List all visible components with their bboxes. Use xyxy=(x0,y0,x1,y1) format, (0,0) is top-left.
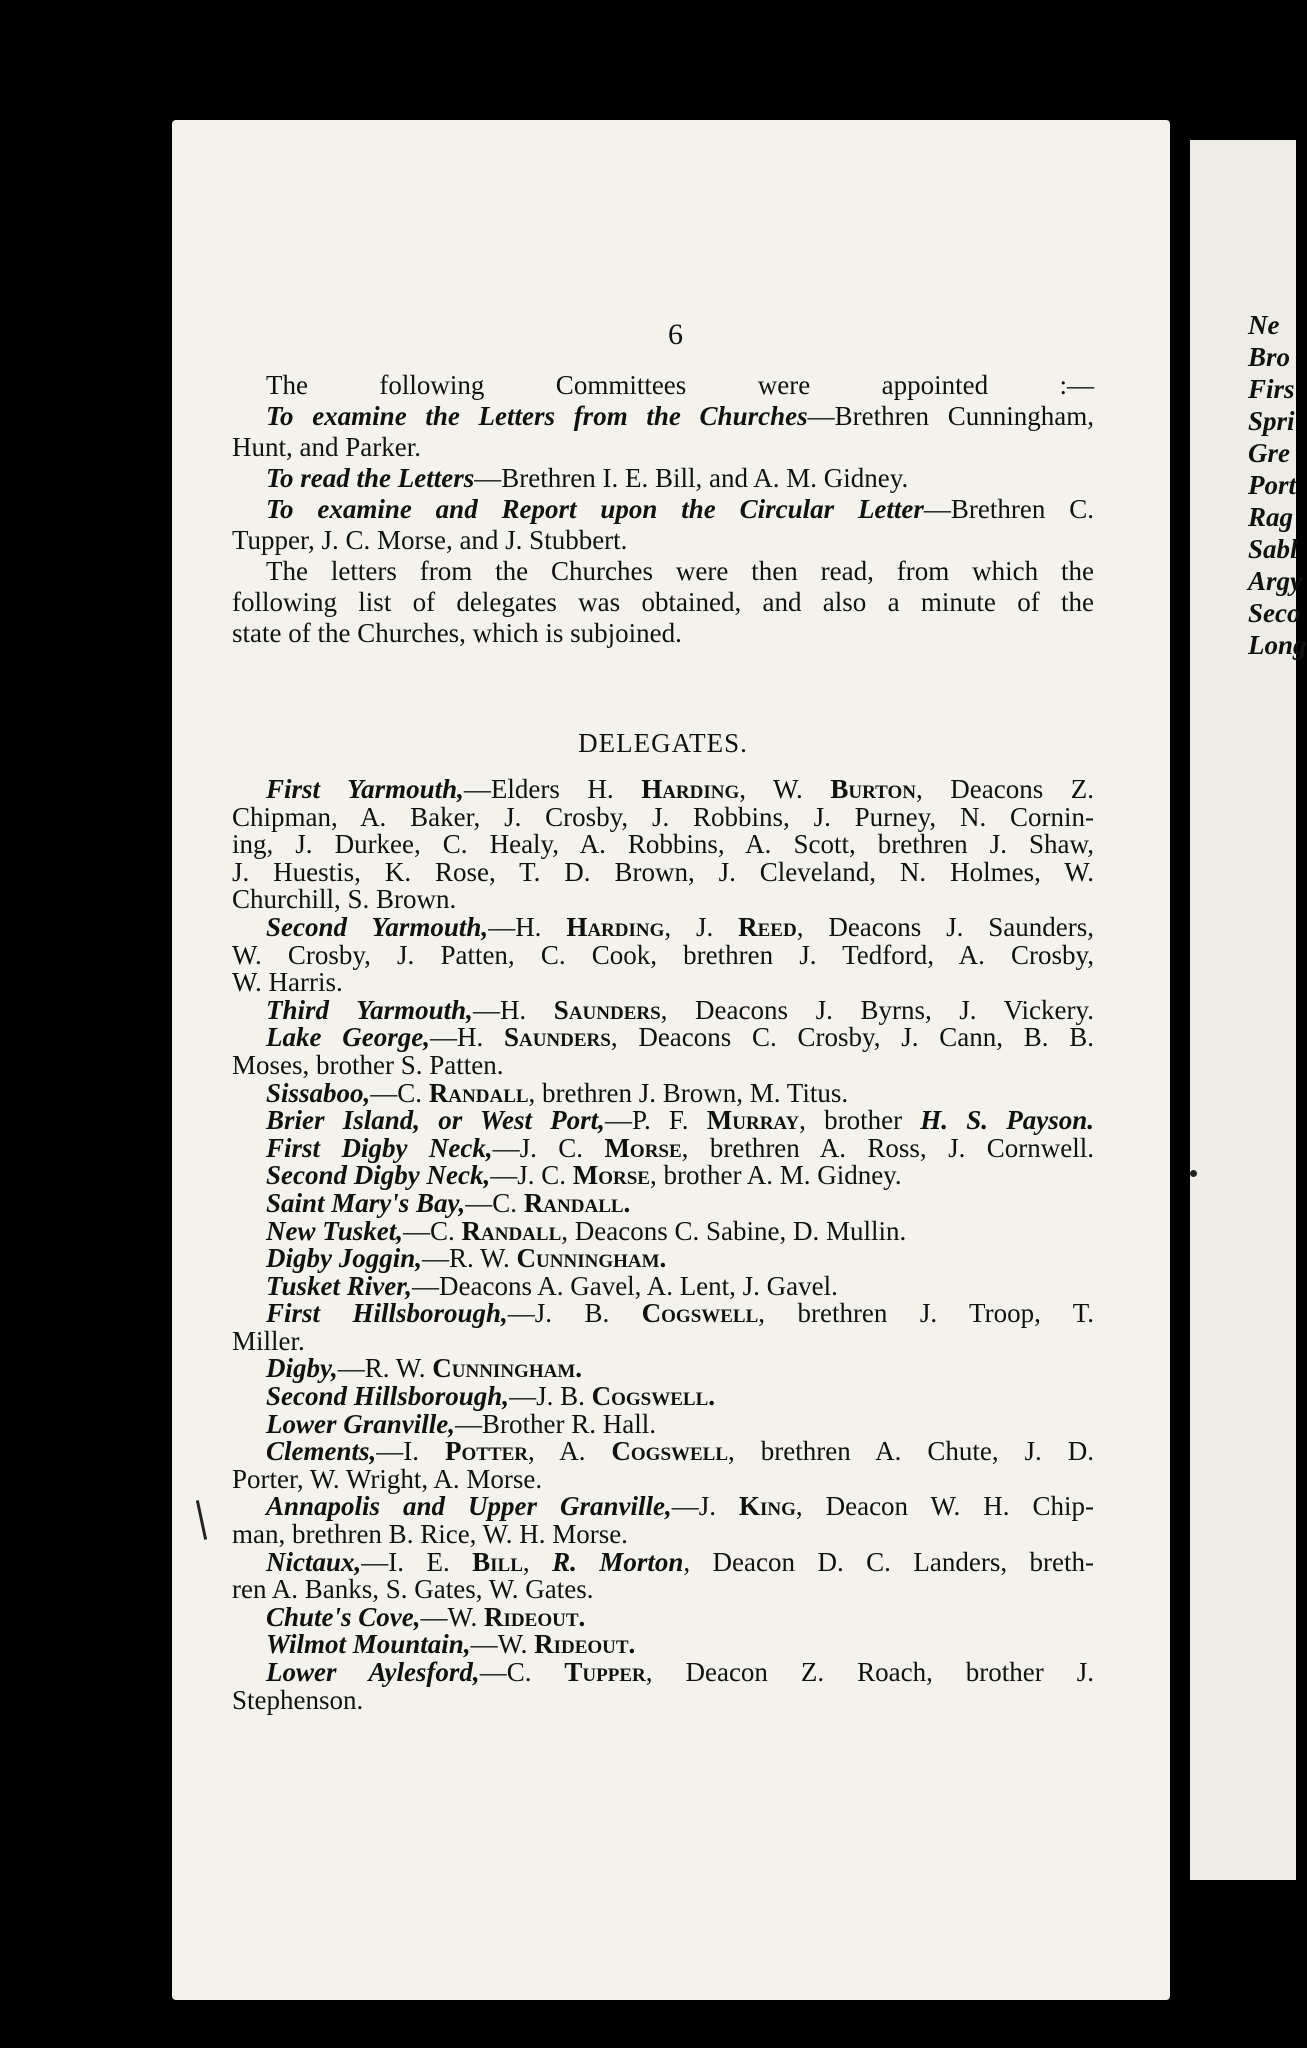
small-caps-name: Cunningham. xyxy=(516,1243,667,1274)
text-run: , Deacons C. Crosby, J. Cann, B. B. xyxy=(610,1022,1095,1053)
text-run: , brethren J. Troop, T. xyxy=(758,1298,1094,1329)
italic-text: R. Morton xyxy=(552,1546,684,1577)
delegates-line xyxy=(232,1631,1094,1659)
delegates-line xyxy=(232,1107,1094,1135)
small-caps-name: King xyxy=(738,1491,796,1522)
delegates-line xyxy=(232,1438,1094,1466)
italic-text: First Yarmouth, xyxy=(266,774,464,804)
italic-text: Lake George, xyxy=(266,1022,430,1053)
text-run: —C. xyxy=(370,1077,429,1108)
small-caps-name: Morse xyxy=(604,1132,682,1163)
delegates-line xyxy=(232,1601,1094,1632)
small-caps-name: Saunders xyxy=(503,1022,611,1053)
small-caps-name: Rideout. xyxy=(484,1601,586,1632)
text-run: , brother xyxy=(799,1105,921,1136)
delegates-line xyxy=(232,1245,1094,1273)
text-run: W. Harris. xyxy=(232,967,343,998)
delegates-line xyxy=(232,776,1094,804)
intro-line xyxy=(232,432,1094,463)
italic-text: Second Digby Neck, xyxy=(266,1160,491,1191)
delegates-line xyxy=(232,1187,1094,1218)
text-run: , Deacon Z. Roach, brother J. xyxy=(645,1657,1094,1687)
intro-line xyxy=(232,494,1094,525)
delegates-line xyxy=(232,1408,1094,1439)
text-run: —C. xyxy=(403,1215,462,1246)
right-page-fragment: Bro xyxy=(1248,342,1291,372)
small-caps-name: Randall. xyxy=(523,1187,631,1218)
delegates-line xyxy=(232,801,1094,832)
intro-line xyxy=(232,463,1094,494)
text-run: Porter, W. Wright, A. Morse. xyxy=(232,1463,543,1494)
italic-text: Chute's Cove, xyxy=(266,1601,421,1632)
text-run: —R. W. xyxy=(422,1243,517,1274)
delegates-line xyxy=(232,831,1094,859)
intro-line xyxy=(232,587,1094,618)
small-caps-name: Harding xyxy=(566,911,665,942)
delegates-line xyxy=(232,1325,1094,1356)
right-page-fragment: Ne xyxy=(1248,310,1280,340)
delegates-heading: DELEGATES. xyxy=(578,728,748,758)
text-run: —Brethren I. E. Bill, and A. M. Gidney. xyxy=(474,463,909,493)
italic-text: Third Yarmouth, xyxy=(266,994,473,1025)
italic-text: Wilmot Mountain, xyxy=(266,1629,471,1660)
small-caps-name: Potter xyxy=(444,1436,528,1467)
committees-paragraphs xyxy=(232,370,1094,649)
small-caps-name: Morse xyxy=(572,1160,650,1191)
text-run: , Deacons Z. xyxy=(915,774,1094,804)
intro-line xyxy=(232,618,1094,649)
text-run: —H. xyxy=(472,994,554,1025)
text-run: —C. xyxy=(465,1187,524,1218)
italic-text: Lower Granville, xyxy=(266,1408,455,1439)
right-page-fragment: Gre xyxy=(1248,438,1290,468)
delegates-line xyxy=(232,1546,1095,1577)
italic-text: Digby, xyxy=(266,1353,338,1384)
right-page-fragment: Firs xyxy=(1248,374,1295,404)
text-run: —Elders H. xyxy=(463,774,642,804)
text-run: —J. C. xyxy=(490,1160,573,1191)
text-run: , Deacons J. Saunders, xyxy=(796,911,1094,942)
text-run: —Brother R. Hall. xyxy=(455,1408,656,1439)
text-run: —Brethren Cunningham, xyxy=(807,401,1094,431)
text-run: Churchill, S. Brown. xyxy=(232,884,457,915)
italic-text: Second Yarmouth, xyxy=(266,911,489,942)
small-caps-name: Harding xyxy=(641,774,740,804)
text-run: following list of delegates was obtained, and also a minute of the xyxy=(232,587,1094,617)
delegates-line xyxy=(232,1162,1094,1190)
text-run: , Deacon D. C. Landers, breth- xyxy=(683,1546,1095,1577)
delegates-line xyxy=(232,994,1094,1025)
small-caps-name: Reed xyxy=(738,911,797,942)
text-run: Hunt, and Parker. xyxy=(232,432,421,462)
right-page-fragment: Port xyxy=(1248,470,1297,500)
italic-text: First Hillsborough, xyxy=(266,1298,508,1329)
text-run: , Deacon W. H. Chip- xyxy=(795,1491,1094,1522)
intro-line xyxy=(232,556,1094,587)
text-run: —Brethren C. xyxy=(923,494,1094,524)
small-caps-name: Burton xyxy=(830,774,916,804)
italic-text: To examine and Report upon the Circular Letter xyxy=(266,494,924,524)
text-run: , brethren A. Ross, J. Cornwell. xyxy=(681,1132,1094,1163)
scan-speck xyxy=(1190,1170,1197,1177)
small-caps-name: Randall xyxy=(461,1215,562,1246)
delegates-line xyxy=(232,969,1094,997)
right-page-fragment: Long xyxy=(1248,630,1307,660)
text-run: —H. xyxy=(488,911,567,942)
text-run: , Deacons J. Byrns, J. Vickery. xyxy=(660,994,1094,1025)
text-run: —H. xyxy=(429,1022,504,1053)
delegates-line xyxy=(232,856,1094,887)
small-caps-name: Saunders xyxy=(553,994,661,1025)
italic-text: New Tusket, xyxy=(266,1215,403,1246)
delegates-line xyxy=(232,1576,1094,1604)
text-run: , brethren A. Chute, J. D. xyxy=(728,1436,1094,1467)
page-number: 6 xyxy=(668,318,683,351)
italic-text: Annapolis and Upper Granville, xyxy=(266,1491,672,1522)
small-caps-name: Cogswell. xyxy=(591,1381,715,1412)
italic-text: To read the Letters xyxy=(266,463,475,493)
text-run: ren A. Banks, S. Gates, W. Gates. xyxy=(232,1574,594,1605)
italic-text: Sissaboo, xyxy=(266,1077,371,1108)
small-caps-name: Rideout. xyxy=(534,1629,636,1660)
text-run: —W. xyxy=(470,1629,535,1660)
delegates-line xyxy=(232,1521,1094,1549)
text-run: —I. xyxy=(376,1436,445,1467)
small-caps-name: Tupper xyxy=(564,1657,646,1687)
delegates-line xyxy=(232,1270,1094,1301)
delegates-line xyxy=(232,939,1094,970)
text-run: W. Crosby, J. Patten, C. Cook, brethren J. Tedford, A. Crosby, xyxy=(232,939,1094,970)
text-run: —J. B. xyxy=(509,1381,592,1412)
italic-text: Second Hillsborough, xyxy=(266,1381,510,1412)
text-run: —J. B. xyxy=(507,1298,642,1329)
small-caps-name: Cunningham. xyxy=(432,1353,583,1384)
delegates-line xyxy=(232,1684,1094,1715)
delegates-line xyxy=(232,1300,1094,1328)
text-run: , xyxy=(522,1546,553,1577)
delegates-line xyxy=(232,886,1094,914)
text-run: Stephenson. xyxy=(232,1684,364,1715)
intro-line xyxy=(232,401,1094,432)
text-run: , J. xyxy=(664,911,739,942)
text-run: , brother A. M. Gidney. xyxy=(649,1160,902,1191)
delegates-list xyxy=(232,776,1094,1714)
delegates-line xyxy=(232,1355,1094,1383)
intro-line xyxy=(232,370,1094,401)
delegates-line xyxy=(232,1659,1094,1687)
text-run: state of the Churches, which is subjoined. xyxy=(232,618,682,648)
text-run: —Deacons A. Gavel, A. Lent, J. Gavel. xyxy=(412,1270,838,1301)
small-caps-name: Bill xyxy=(472,1546,523,1577)
text-run: Moses, brother S. Patten. xyxy=(232,1049,504,1080)
delegates-line xyxy=(232,1132,1094,1163)
italic-text: First Digby Neck, xyxy=(266,1132,493,1163)
right-page-fragment: Spri xyxy=(1248,406,1295,436)
text-run: , brethren J. Brown, M. Titus. xyxy=(528,1077,849,1108)
italic-text: Saint Mary's Bay, xyxy=(266,1187,466,1218)
delegates-line xyxy=(232,1049,1094,1080)
right-page-fragment: Sabl xyxy=(1248,534,1298,564)
italic-text: Clements, xyxy=(266,1436,377,1467)
text-run: —J. xyxy=(671,1491,739,1522)
small-caps-name: Murray xyxy=(706,1105,800,1136)
text-run: —C. xyxy=(479,1657,565,1687)
text-run: , W. xyxy=(739,774,831,804)
text-run: The letters from the Churches were then read, from which the xyxy=(266,556,1094,586)
delegates-line xyxy=(232,1493,1094,1521)
text-run: , Deacons C. Sabine, D. Mullin. xyxy=(561,1215,907,1246)
right-page-fragment: Rag xyxy=(1248,502,1294,532)
delegates-line xyxy=(232,1077,1094,1108)
right-page-fragment: Argy xyxy=(1248,566,1302,596)
text-run: —I. E. xyxy=(361,1546,473,1577)
italic-text: Nictaux, xyxy=(266,1546,362,1577)
intro-line xyxy=(232,525,1094,556)
italic-text: Digby Joggin, xyxy=(266,1243,423,1274)
text-run: The following Committees were appointed :— xyxy=(266,370,1094,400)
small-caps-name: Cogswell xyxy=(611,1436,729,1467)
delegates-line xyxy=(232,1383,1094,1411)
italic-text: Brier Island, or West Port, xyxy=(266,1105,605,1136)
text-run: , A. xyxy=(527,1436,612,1467)
text-run: —J. C. xyxy=(492,1132,605,1163)
text-run: —R. W. xyxy=(337,1353,433,1384)
right-page-edge xyxy=(1190,140,1307,1880)
delegates-line xyxy=(232,1024,1094,1052)
small-caps-name: Randall xyxy=(428,1077,529,1108)
italic-text: H. S. Payson. xyxy=(920,1105,1094,1136)
italic-text: To examine the Letters from the Churches xyxy=(266,401,808,431)
text-run: —P. F. xyxy=(604,1105,707,1136)
italic-text: Lower Aylesford, xyxy=(266,1657,480,1687)
text-run: —W. xyxy=(420,1601,485,1632)
text-run: man, brethren B. Rice, W. H. Morse. xyxy=(232,1519,628,1550)
text-run: J. Huestis, K. Rose, T. D. Brown, J. Cleveland, N. Holmes, W. xyxy=(232,856,1094,887)
text-run: Miller. xyxy=(232,1325,305,1356)
delegates-line xyxy=(232,1215,1094,1246)
text-run: Tupper, J. C. Morse, and J. Stubbert. xyxy=(232,525,628,555)
italic-text: Tusket River, xyxy=(266,1270,412,1301)
delegates-line xyxy=(232,911,1094,942)
delegates-line xyxy=(232,1463,1094,1494)
small-caps-name: Cogswell xyxy=(641,1298,759,1329)
right-page-fragment: Seco xyxy=(1248,598,1301,628)
text-run: Chipman, A. Baker, J. Crosby, J. Robbins, J. Purney, N. Cornin- xyxy=(232,801,1094,832)
text-run: ing, J. Durkee, C. Healy, A. Robbins, A. Scott, brethren J. Shaw, xyxy=(232,829,1094,860)
